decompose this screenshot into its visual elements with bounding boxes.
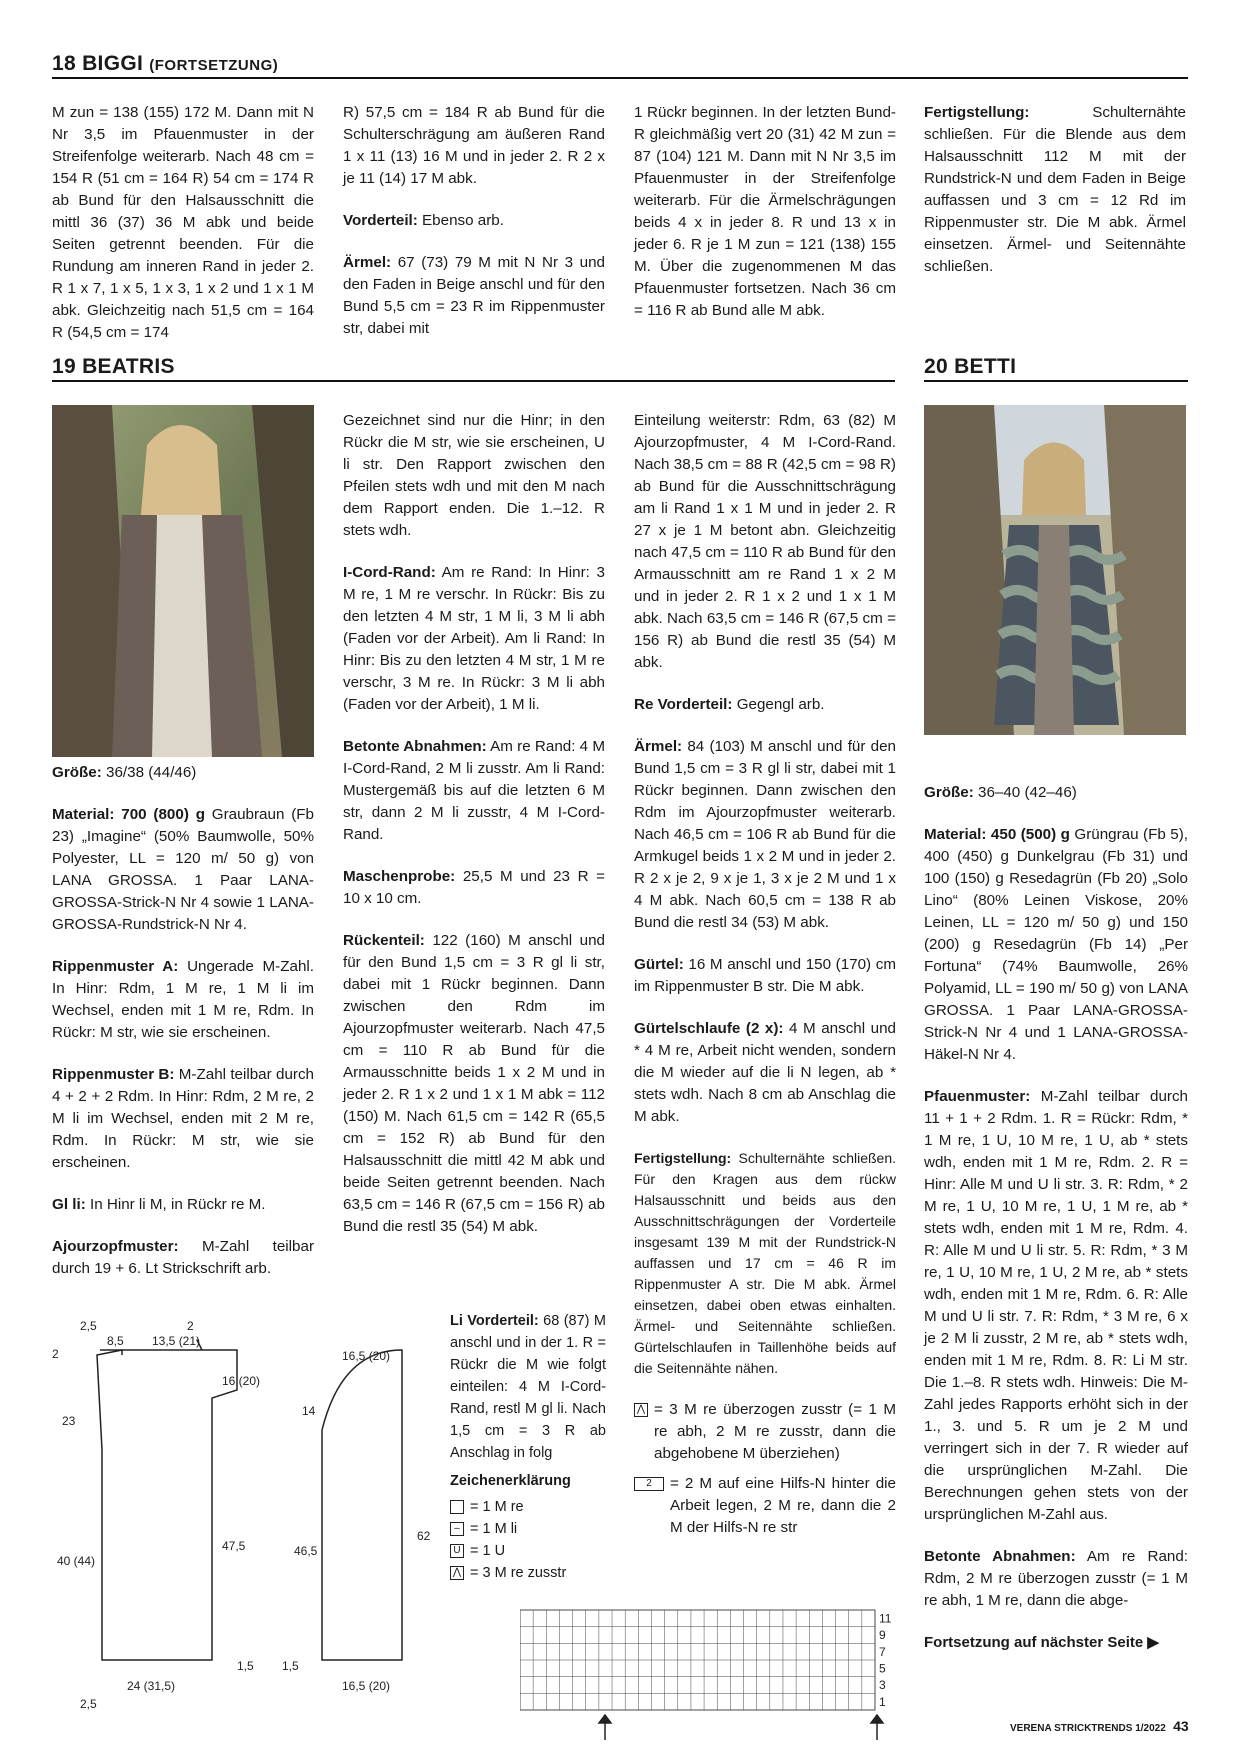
- betti-col: [924, 782, 1188, 1674]
- label: Rippenmuster A:: [52, 958, 179, 975]
- dim-label: 23: [62, 1414, 76, 1428]
- dim-label: 16,5 (20): [342, 1349, 391, 1363]
- dim-label: 46,5: [294, 1544, 318, 1558]
- beatris-livt-col: [450, 1310, 606, 1584]
- beatris-col2: [343, 410, 605, 1258]
- dim-label: 47,5: [222, 1539, 246, 1553]
- dim-label: 16,5 (20): [342, 1679, 391, 1693]
- knit-symbol-icon: [450, 1500, 464, 1514]
- label: Pfauenmuster:: [924, 1088, 1031, 1105]
- text: Ungerade M-Zahl. In Hinr: Rdm, 1 M re, 1 M li im Wechsel, enden mit 1 M re, Rdm. In Rückr: M str, wie sie erscheinen.: [52, 958, 314, 1041]
- purl-symbol-icon: –: [450, 1522, 464, 1536]
- beatris-guertel: [634, 954, 896, 998]
- text: 67 (73) 79 M mit N Nr 3 und den Faden in Beige anschl und für den Bund 5,5 cm = 23 R im Rippenmuster str, dabei mit: [343, 254, 605, 337]
- dim-label: 1,5: [237, 1659, 254, 1673]
- dim-label: 13,5 (21): [152, 1334, 201, 1348]
- text: 68 (87) M anschl und in der 1. R = Rückr die M wie folgt einteilen: 4 M I-Cord-Rand, restl M gl li. Nach 1,5 cm = 3 R ab Anschlag in folg: [450, 1313, 606, 1461]
- biggi-col1: [52, 102, 314, 364]
- biggi-fertig: [924, 102, 1186, 278]
- beatris-vorderteil-cont: Einteilung weiterstr: Rdm, 63 (82) M Ajourzopfmuster, 4 M I-Cord-Rand. Nach 38,5 cm = 88 R (42,5 cm = 98 R) ab Bund für die Ausschnittschrägung am li Rand 1 x 1 M und in jeder 2. R 27 x je 1 M betont abn. Gleichzeitig nach 47,5 cm = 110 R ab Bund für den Armausschnitt am re Rand 1 x 2 M und in jeder 2. R 1 x 2 und 1 x 1 M abk. Nach 63,5 cm = 146 R (67,5 cm = 156 R) ab Bund die restl 35 (54) M abk.: [634, 412, 896, 671]
- row-label: 9: [879, 1628, 886, 1643]
- biggi-col3: [634, 102, 896, 342]
- beatris-material: [52, 804, 314, 936]
- legend-label: = 1 M li: [470, 1521, 518, 1537]
- row-label: 7: [879, 1644, 886, 1659]
- betti-material: [924, 824, 1188, 1066]
- dim-label: 2,5: [80, 1697, 97, 1710]
- label: Gürtelschlaufe (2 x):: [634, 1020, 784, 1037]
- biggi-vorderteil: [343, 210, 605, 232]
- label: Material: 700 (800) g: [52, 806, 205, 823]
- label: Rückenteil:: [343, 932, 425, 949]
- label: Ärmel:: [634, 738, 683, 755]
- beatris-icord: [343, 562, 605, 716]
- text: M-Zahl teilbar durch 11 + 1 + 2 Rdm. 1. R = Rückr: Rdm, * 1 M re, 1 U, 10 M re, 1 U, ab * stets wdh, enden mit 1 M re, Rdm. 2. R = Hinr: Alle M und U li str. 3. R: Rdm, * 2 M re, 1 U, 10 M re, 1 U, 1 M re, ab * stets wdh, enden mit 1 M re, Rdm. 4. R: Alle M und U li str. 5. R: Rdm, * 3 M re, 1 U, 10 M re, 1 U, 2 M re, ab * stets wdh, enden mit 1 M re, Rdm. 6. R: Alle M und U li str. 7. R: Rdm, * 3 M re, 6 x je 2 M li zusstr, 2 M re, ab * stets wdh, enden mit 1 M re, Rdm. 8. R: Li M str. Die 1.–8. R stets wdh. Hinweis: Die M-Zahl jedes Rapports erhöht sich in der 1., 3. und 5. R um je 2 M und verringert sich in der 7. R wieder auf die ursprünglichen M-Zahl. Die Berechnungen gehen stets von der ursprünglichen M-Zahl aus.: [924, 1088, 1188, 1523]
- dim-label: 1,5: [282, 1659, 299, 1673]
- legend-label: = 1 U: [470, 1543, 506, 1559]
- label: Gürtel:: [634, 956, 684, 973]
- magazine-name: VERENA STRICKTRENDS 1/2022: [1010, 1723, 1166, 1734]
- dim-label: 24 (31,5): [127, 1679, 176, 1693]
- text: In Hinr li M, in Rückr re M.: [85, 1196, 266, 1213]
- label: Größe:: [924, 784, 974, 801]
- text: Gegengl arb.: [732, 696, 825, 713]
- beatris-aermel: [634, 736, 896, 934]
- label: Maschenprobe:: [343, 868, 456, 885]
- legend-zusstr: [450, 1562, 606, 1584]
- dim-label: 2,5: [80, 1319, 97, 1333]
- row-label: 3: [879, 1678, 886, 1693]
- page-number: 43: [1173, 1718, 1189, 1734]
- knitting-chart: [520, 1605, 900, 1745]
- label: I-Cord-Rand:: [343, 564, 436, 581]
- beatris-livt: [450, 1310, 606, 1464]
- text: 4 M anschl und * 4 M re, Arbeit nicht wenden, sondern die M wieder auf die li N legen, ab * stets wdh. Nach 8 cm ab Anschlag die M abk.: [634, 1020, 896, 1125]
- beatris-ripB: [52, 1064, 314, 1174]
- symbol-cable: [634, 1473, 896, 1539]
- text: M-Zahl teilbar durch 4 + 2 + 2 Rdm. In Hinr: Rdm, 2 M re, 2 M li im Wechsel, enden mit 2 M re, Rdm. In Rückr: M str, wie sie erscheinen.: [52, 1066, 314, 1171]
- biggi-text-3: 1 Rückr beginnen. In der letzten Bund-R gleichmäßig vert 20 (31) 42 M zun = 87 (104) 121 M. Dann mit N Nr 3,5 im Pfauenmuster in der Streifenfolge weiterarb. Für die Ärmelschrägungen beids 4 x in jeder 8. R und 13 x in jeder 6. R je 1 M zun = 121 (138) 155 M. Über die zugenommenen M das Pfauenmuster fortsetzen. Nach 36 cm = 116 R ab Bund alle M abk.: [634, 104, 896, 319]
- dim-label: 62: [417, 1529, 431, 1543]
- betti-pfau: [924, 1086, 1188, 1526]
- legend-label: = 3 M re zusstr: [470, 1565, 567, 1581]
- dim-label: 14: [302, 1404, 316, 1418]
- biggi-aermel: [343, 252, 605, 340]
- text: Ebenso arb.: [417, 212, 504, 229]
- text: 36/38 (44/46): [101, 764, 197, 781]
- row-label: 5: [879, 1661, 886, 1676]
- legend-re: [450, 1496, 606, 1518]
- beatris-chart-note: Gezeichnet sind nur die Hinr; in den Rückr die M str, wie sie erscheinen, U li str. Den Rapport zwischen den Pfeilen stets wdh und mit den M nach dem Rapport enden. Die 1.–12. R stets wdh.: [343, 412, 605, 539]
- label: Größe:: [52, 764, 102, 781]
- dim-label: 8,5: [107, 1334, 124, 1348]
- label: Material: 450 (500) g: [924, 826, 1070, 843]
- sleeve-schematic: [282, 1340, 447, 1710]
- header-rule: [52, 77, 1188, 79]
- betti-size: [924, 782, 1188, 804]
- beatris-rueck: [343, 930, 605, 1238]
- legend-label: = 2 M auf eine Hilfs-N hinter die Arbeit legen, 2 M re, dann die 2 M der Hilfs-N re str: [670, 1475, 896, 1536]
- text: 122 (160) M anschl und für den Bund 1,5 cm = 3 R gl li str, dabei mit 1 Rückr beginnen. Dann zwischen den Rdm im Ajourzopfmuster weiterarb. Nach 47,5 cm = 110 R ab Bund für die Armausschnitte beids 1 x 2 M und in jeder 2. R 1 x 2 und 1 x 1 M abk = 112 (150) M. Nach 61,5 cm = 142 R (65,5 cm = 152 R) ab Bund für den Halsausschnitt die mittl 42 M abk und beide Seiten getrennt beenden. Nach 63,5 cm = 146 R (67,5 cm = 156 R) ab Bund die restl 35 (54) M abk.: [343, 932, 605, 1235]
- label: Fertigstellung:: [634, 1150, 732, 1166]
- text: 84 (103) M anschl und für den Bund 1,5 cm = 3 R gl li str, dabei mit 1 Rückr beginnen. Dann zwischen den Rdm im Ajourzopfmuster weiterarb. Nach 46,5 cm = 106 R ab Bund für die Armkugel beids 1 x 2 M und in jeder 2. R 2 x je 2, 9 x je 1, 3 x je 2 M und 1 x 4 M abk. Nach 60,5 cm = 138 R ab Bund die restl 34 (53) M abk.: [634, 738, 896, 931]
- legend-u: [450, 1540, 606, 1562]
- beatris-betont: [343, 736, 605, 846]
- label: Vorderteil:: [343, 212, 418, 229]
- label: Li Vorderteil:: [450, 1313, 539, 1329]
- label: Betonte Abnahmen:: [924, 1548, 1076, 1565]
- text: Schulternähte schließen. Für den Kragen aus dem rückw Halsausschnitt und beids aus den Ausschnittschrägungen der Vorderteile insgesamt 139 M mit der Rundstrick-N auffassen und 17 cm = 46 R im Rippenmuster A str. Die M abk. Ärmel einsetzen, dabei oben etwas einhalten. Ärmel- und Seitennähte schließen. Gürtelschlaufen in Taillenhöhe beids auf die Seitennähte nähen.: [634, 1150, 896, 1376]
- beatris-rule: [52, 380, 895, 382]
- dim-label: 16 (20): [222, 1374, 261, 1388]
- label: Fertigstellung:: [924, 104, 1030, 121]
- skp-symbol-icon: ⋀: [634, 1403, 648, 1417]
- label: Gl li:: [52, 1196, 86, 1213]
- legend-label: = 3 M re überzogen zusstr (= 1 M re abh, 2 M re zusstr, dann die abgehobene M überziehen): [654, 1401, 896, 1462]
- beatris-probe: [343, 866, 605, 910]
- dim-label: 2: [52, 1347, 59, 1361]
- label: Ajourzopfmuster:: [52, 1238, 179, 1255]
- text: Am re Rand: In Hinr: 3 M re, 1 M re verschr. In Rückr: Bis zu den letzten 4 M str, 1 M li, 3 M li abh (Faden vor der Arbeit). Am li Rand: In Hinr: Bis zu den letzten 4 M str, 1 M re verschr, 3 M re. In Rückr: 3 M li abh (Faden vor der Arbeit), 1 M li.: [343, 564, 605, 713]
- footer: [1010, 1718, 1189, 1734]
- betti-title: 20 BETTI: [924, 355, 1017, 378]
- row-label: 1: [879, 1694, 886, 1709]
- text: 36–40 (42–46): [973, 784, 1077, 801]
- label: Re Vorderteil:: [634, 696, 733, 713]
- text: Graubraun (Fb 23) „Imagine“ (50% Baumwolle, 50% Polyester, LL = 120 m/ 50 g) von LANA GROSSA. 1 Paar LANA-GROSSA-Strick-N Nr 4 sowie 1 LANA-GROSSA-Rundstrick-N Nr 4.: [52, 806, 314, 933]
- betti-betont: [924, 1546, 1188, 1612]
- beatris-col1: [52, 762, 314, 1300]
- continue-next-page-link[interactable]: Fortsetzung auf nächster Seite ▶: [924, 1634, 1159, 1651]
- text: Am re Rand: 4 M I-Cord-Rand, 2 M li zusstr. Am li Rand: Mustergemäß bis auf die letzten 6 M str, dann 2 M li zusstr, 4 M I-Cord-Rand.: [343, 738, 606, 843]
- symbol-k3tog-skp: [634, 1399, 896, 1465]
- text: 16 M anschl und 150 (170) cm im Rippenmuster B str. Die M abk.: [634, 956, 896, 995]
- beatris-fertig: [634, 1148, 896, 1379]
- row-label: 11: [879, 1611, 892, 1626]
- text: M-Zahl teilbar durch 19 + 6. Lt Strickschrift arb.: [52, 1238, 314, 1277]
- betti-photo: [924, 405, 1186, 735]
- beatris-ajour: [52, 1236, 314, 1280]
- dim-label: 2: [187, 1319, 194, 1333]
- text: 25,5 M und 23 R = 10 x 10 cm.: [343, 868, 605, 907]
- cable-symbol-icon: 2: [634, 1477, 664, 1491]
- beatris-schlaufe: [634, 1018, 896, 1128]
- beatris-revt: [634, 694, 896, 716]
- k3tog-symbol-icon: ⋀: [450, 1566, 464, 1580]
- betti-rule: [924, 380, 1188, 382]
- biggi-header: [52, 52, 278, 76]
- biggi-col2: [343, 102, 605, 360]
- beatris-size: [52, 762, 314, 784]
- text: Grüngrau (Fb 5), 400 (450) g Dunkelgrau (Fb 31) und 100 (150) g Resedagrün (Fb 20) „Solo Lino“ (80% Leinen Viskose, 20% Leinen, LL = 120 m/ 50 g) und 150 (200) g Resedagrün (Fb 14) „Per Fortuna“ (74% Baumwolle, 26% Polyamid, LL = 190 m/ 50 g) von LANA GROSSA. 1 Paar LANA-GROSSA-Strick-N Nr 4 und 1 LANA-GROSSA-Häkel-N Nr 4.: [924, 826, 1189, 1063]
- beatris-photo: [52, 405, 314, 757]
- label: Ärmel:: [343, 254, 392, 271]
- text: Am re Rand: Rdm, 2 M re überzogen zusstr (= 1 M re abh, 1 M re, dann die abge-: [924, 1548, 1189, 1609]
- dim-label: 40 (44): [57, 1554, 96, 1568]
- biggi-subtitle: (FORTSETZUNG): [149, 57, 279, 74]
- beatris-glli: [52, 1194, 314, 1216]
- legend-label: = 1 M re: [470, 1499, 524, 1515]
- text: Schulternähte schließen. Für die Blende aus dem Halsausschnitt 112 M mit der Rundstrick-N und dem Faden in Beige auffassen und 3 cm = 12 Rd im Rippenmuster str. Die M abk. Ärmel einsetzen. Ärmel- und Seitennähte schließen.: [924, 104, 1186, 275]
- biggi-col4: [924, 102, 1186, 298]
- beatris-title: 19 BEATRIS: [52, 355, 175, 378]
- label: Rippenmuster B:: [52, 1066, 175, 1083]
- label: Betonte Abnahmen:: [343, 738, 487, 755]
- beatris-ripA: [52, 956, 314, 1044]
- yarnover-symbol-icon: U: [450, 1544, 464, 1558]
- legend-li: [450, 1518, 606, 1540]
- biggi-text-2: R) 57,5 cm = 184 R ab Bund für die Schulterschrägung am äußeren Rand 1 x 11 (13) 16 M und in jeder 2. R 2 x je 11 (14) 17 M abk.: [343, 104, 605, 187]
- legend-title: Zeichenerklärung: [450, 1473, 571, 1489]
- biggi-text-1: M zun = 138 (155) 172 M. Dann mit N Nr 3,5 im Pfauenmuster in der Streifenfolge weiterarb. Nach 48 cm = 154 R (51 cm = 164 R) 54 cm = 174 R ab Bund für den Halsausschnitt die mittl 36 (37) 36 M abk und beide Seiten getrennt beenden. Für die Rundung am inneren Rand in jeder 2. R 1 x 7, 1 x 5, 1 x 3, 1 x 2 und 1 x 1 M abk. Gleichzeitig nach 51,5 cm = 164 R (54,5 cm = 174: [52, 104, 314, 341]
- biggi-title: 18 BIGGI: [52, 52, 144, 75]
- beatris-col3: [634, 410, 896, 1539]
